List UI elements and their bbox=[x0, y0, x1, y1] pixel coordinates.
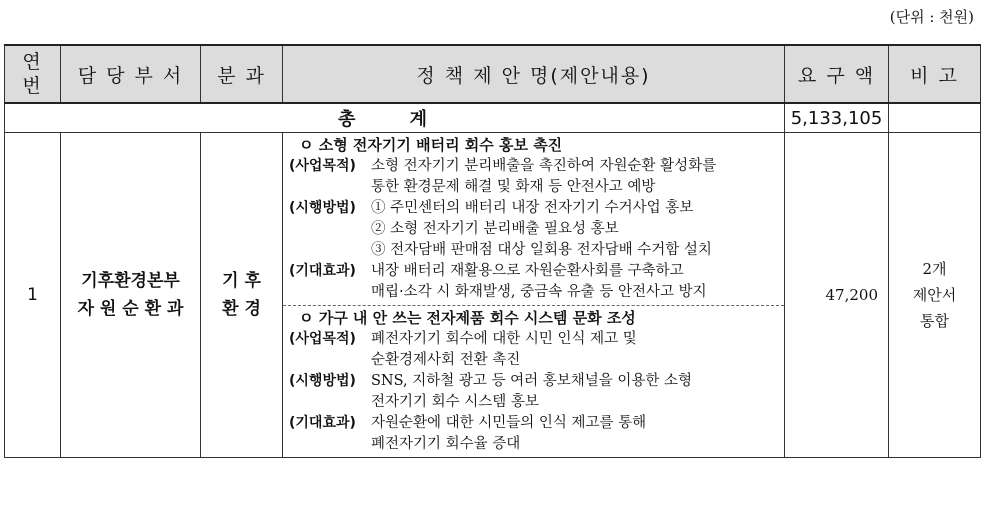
total-note bbox=[889, 103, 981, 133]
effect-tag: (기대효과) bbox=[289, 415, 356, 431]
header-proposal: 정 책 제 안 명(제안내용) bbox=[283, 45, 785, 103]
header-row bbox=[5, 45, 981, 103]
header-sn-char: 번 bbox=[22, 75, 43, 97]
row-division bbox=[201, 133, 283, 458]
header-amount: 요 구 액 bbox=[785, 45, 889, 103]
dept-line1: 기후환경본부 bbox=[81, 271, 180, 291]
note-line1: 2개 bbox=[922, 260, 947, 278]
method-text: SNS, 지하철 광고 등 여러 홍보채널을 이용한 소형 bbox=[371, 373, 693, 389]
total-row bbox=[5, 103, 981, 133]
proposal-block-1 bbox=[283, 133, 784, 305]
policy-proposal-table bbox=[4, 44, 981, 458]
note-line2: 제안서 bbox=[912, 286, 957, 304]
row-proposal bbox=[283, 133, 785, 458]
method-text: ① 주민센터의 배터리 내장 전자기기 수거사업 홍보 bbox=[371, 200, 694, 216]
table-row bbox=[5, 133, 981, 458]
header-dept: 담 당 부 서 bbox=[61, 45, 201, 103]
purpose-text: 폐전자기기 회수에 대한 시민 인식 제고 및 bbox=[371, 331, 637, 347]
division-line1: 기 후 bbox=[222, 271, 261, 291]
dept-line2: 자 원 순 환 과 bbox=[77, 299, 184, 319]
purpose-tag: (사업목적) bbox=[289, 331, 356, 347]
purpose-text: 소형 전자기기 분리배출을 촉진하여 자원순환 활성화를 bbox=[371, 158, 717, 174]
method-tag: (시행방법) bbox=[289, 200, 356, 216]
note-line3: 통합 bbox=[920, 312, 949, 330]
effect-text-cont: 매립·소각 시 화재발생, 중금속 유출 등 안전사고 방지 bbox=[371, 284, 707, 300]
purpose-tag: (사업목적) bbox=[289, 158, 356, 174]
method-tag: (시행방법) bbox=[289, 373, 356, 389]
effect-tag: (기대효과) bbox=[289, 263, 356, 279]
purpose-text-cont: 순환경제사회 전환 촉진 bbox=[371, 352, 521, 368]
header-note: 비 고 bbox=[889, 45, 981, 103]
effect-text-cont: 폐전자기기 회수율 증대 bbox=[371, 436, 521, 452]
header-division: 분 과 bbox=[201, 45, 283, 103]
total-amount: 5,133,105 bbox=[785, 103, 889, 133]
proposal-block-2 bbox=[283, 305, 784, 457]
method-text-cont: 전자기기 회수 시스템 홍보 bbox=[371, 394, 539, 410]
row-amount: 47,200 bbox=[785, 133, 889, 458]
header-sn-char: 연 bbox=[22, 51, 43, 73]
row-sn: 1 bbox=[5, 133, 61, 458]
header-sn bbox=[5, 45, 61, 103]
proposal-title: ㅇ 소형 전자기기 배터리 회수 홍보 촉진 bbox=[299, 136, 563, 154]
purpose-text-cont: 통한 환경문제 해결 및 화재 등 안전사고 예방 bbox=[371, 179, 656, 195]
method-text-cont: ② 소형 전자기기 분리배출 필요성 홍보 bbox=[371, 221, 619, 237]
method-text-cont: ③ 전자담배 판매점 대상 일회용 전자담배 수거함 설치 bbox=[371, 242, 712, 258]
proposal-title: ㅇ 가구 내 안 쓰는 전자제품 회수 시스템 문화 조성 bbox=[299, 309, 636, 327]
effect-text: 내장 배터리 재활용으로 자원순환사회를 구축하고 bbox=[371, 263, 684, 279]
row-dept bbox=[61, 133, 201, 458]
division-line2: 환 경 bbox=[222, 299, 261, 319]
effect-text: 자원순환에 대한 시민들의 인식 제고를 통해 bbox=[371, 415, 647, 431]
row-note bbox=[889, 133, 981, 458]
unit-note: (단위 : 천원) bbox=[889, 8, 974, 26]
total-label: 총 계 bbox=[5, 103, 785, 133]
